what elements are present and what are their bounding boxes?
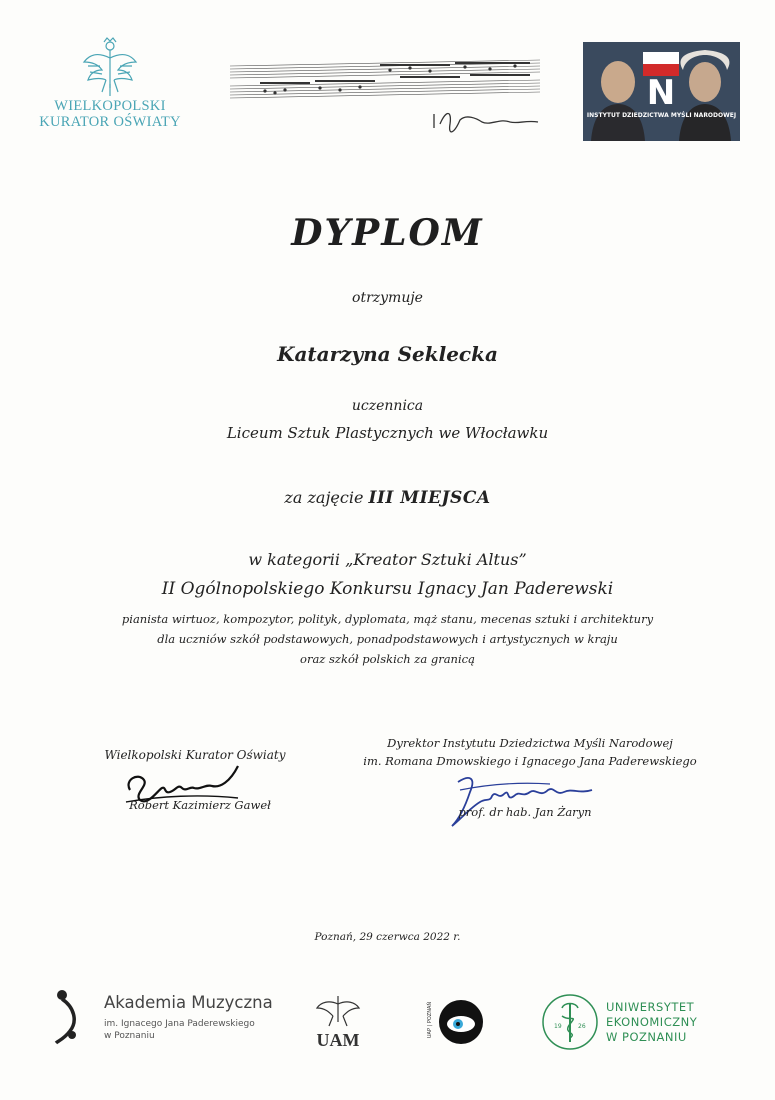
svg-text:N: N bbox=[646, 73, 676, 113]
award-line bbox=[0, 488, 775, 508]
institute-logo bbox=[583, 42, 740, 141]
akademia-subtitle bbox=[104, 1018, 255, 1042]
award-place: III MIEJSCA bbox=[368, 488, 491, 508]
akademia-title: Akademia Muzyczna bbox=[104, 993, 273, 1012]
left-signatory-title: Wielkopolski Kurator Oświaty bbox=[104, 748, 286, 762]
treble-clef-icon bbox=[48, 985, 88, 1045]
contest-name: II Ogólnopolskiego Konkursu Ignacy Jan Paderewski bbox=[161, 579, 614, 599]
right-signatory-title-2: im. Romana Dmowskiego i Ignacego Jana Paderewskiego bbox=[363, 754, 697, 768]
recipient-name: Katarzyna Seklecka bbox=[277, 342, 498, 366]
contest-description-3: oraz szkół polskich za granicą bbox=[300, 652, 475, 666]
place-and-date: Poznań, 29 czerwca 2022 r. bbox=[314, 931, 461, 943]
akademia-subtitle-2: w Poznaniu bbox=[104, 1031, 155, 1041]
ue-line-3: W POZNANIU bbox=[606, 1030, 687, 1044]
uam-wordmark: UAM bbox=[316, 1030, 360, 1050]
ue-line-1: UNIWERSYTET bbox=[606, 1000, 695, 1014]
music-score-image bbox=[220, 44, 550, 144]
ue-name bbox=[606, 1000, 697, 1045]
ue-emblem-icon bbox=[540, 992, 600, 1052]
uap-label: UAP | POZNAŃ bbox=[427, 1001, 434, 1039]
category-prefix: w kategorii bbox=[248, 550, 341, 569]
contest-description-2: dla uczniów szkół podstawowych, ponadpodstawowych i artystycznych w kraju bbox=[157, 632, 618, 646]
ue-year-2: 26 bbox=[578, 1023, 586, 1030]
ue-line-2: EKONOMICZNY bbox=[606, 1015, 698, 1029]
portraits-image bbox=[583, 42, 740, 141]
eagle-emblem-icon bbox=[80, 36, 140, 98]
uap-eye-icon bbox=[436, 997, 486, 1047]
ue-logo bbox=[540, 992, 730, 1057]
school-name: Liceum Sztuk Plastycznych we Włocławku bbox=[226, 424, 549, 442]
institute-name: INSTYTUT DZIEDZICTWA MYŚLI NARODOWEJ bbox=[586, 112, 737, 119]
award-prefix: za zajęcie bbox=[284, 488, 364, 507]
kurator-line-2: KURATOR OŚWIATY bbox=[39, 114, 181, 130]
right-signatory-name: prof. dr hab. Jan Żaryn bbox=[458, 805, 592, 819]
uap-logo bbox=[418, 995, 488, 1050]
student-role: uczennica bbox=[351, 398, 424, 414]
category-line bbox=[0, 550, 775, 569]
right-signatory-title-1: Dyrektor Instytutu Dziedzictwa Myśli Narodowej bbox=[387, 736, 673, 750]
kurator-line-1: WIELKOPOLSKI bbox=[54, 98, 166, 114]
akademia-muzyczna-logo bbox=[48, 985, 278, 1045]
left-signatory-name: Robert Kazimierz Gaweł bbox=[129, 798, 271, 812]
right-handwritten-signature bbox=[440, 768, 600, 833]
akademia-subtitle-1: im. Ignacego Jana Paderewskiego bbox=[104, 1019, 255, 1029]
kurator-logo bbox=[30, 36, 190, 130]
contest-description-1: pianista wirtuoz, kompozytor, polityk, dyplomata, mąż stanu, mecenas sztuki i architektury bbox=[121, 612, 654, 626]
ue-year-1: 19 bbox=[554, 1023, 562, 1030]
uam-logo bbox=[313, 992, 363, 1052]
receives-label: otrzymuje bbox=[352, 290, 423, 306]
category-name: „Kreator Sztuki Altus” bbox=[345, 550, 527, 569]
diploma-title: DYPLOM bbox=[291, 212, 484, 254]
